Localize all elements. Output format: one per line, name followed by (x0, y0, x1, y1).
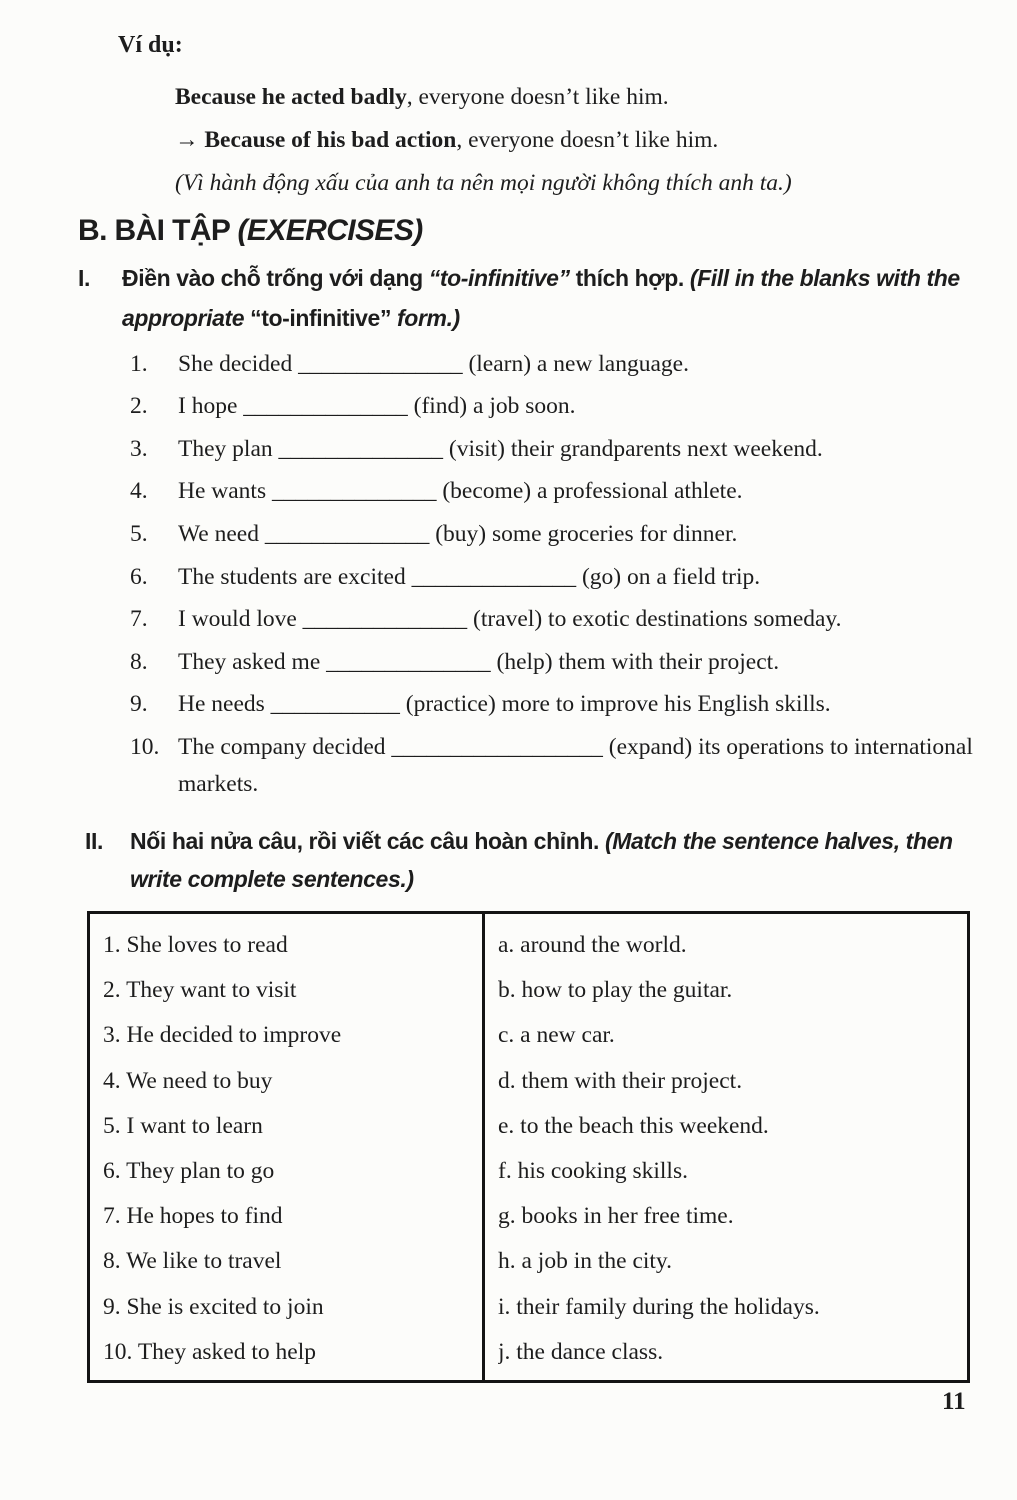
match-right-row: a. around the world. (498, 932, 687, 958)
match-table (87, 911, 970, 1383)
page-number: 11 (942, 1388, 966, 1415)
item-number: 2. (130, 393, 148, 420)
example-translation: (Vì hành động xấu của anh ta nên mọi người không thích anh ta.) (175, 170, 792, 196)
exercise-1-instruction (78, 258, 988, 338)
match-left-row: 10. They asked to help (103, 1338, 316, 1365)
exercise-item-7 (130, 596, 992, 639)
item-number: 5. (130, 520, 148, 547)
match-right-row: f. his cooking skills. (498, 1157, 688, 1184)
match-left-row: 9. She is excited to join (103, 1293, 324, 1320)
match-right-row: d. them with their project. (498, 1067, 743, 1094)
match-right-row: b. how to play the guitar. (498, 977, 733, 1004)
section-b-title (78, 214, 423, 248)
item-text: I would love ______________ (travel) to exotic destinations someday. (178, 606, 842, 633)
match-right-row: g. books in her free time. (498, 1203, 734, 1230)
match-right-row: c. a new car. (498, 1022, 615, 1049)
exercise-item-3 (130, 425, 992, 468)
item-number: 4. (130, 478, 148, 505)
item-text: I hope ______________ (find) a job soon. (178, 393, 576, 420)
instr-1-vi2: thích hợp. (569, 265, 690, 291)
example-sentence-original (175, 76, 985, 119)
item-number: 6. (130, 563, 148, 590)
match-right-row: e. to the beach this weekend. (498, 1112, 769, 1139)
instr-1-term2: “to-infinitive” (250, 305, 392, 331)
exercise-item-9 (130, 681, 992, 724)
exercise-1-items (130, 340, 992, 803)
instr-1-en: (Fill in the blanks with the appropriate (122, 265, 960, 331)
match-left-row: 6. They plan to go (103, 1157, 275, 1184)
match-right-column (485, 914, 967, 1380)
item-number: 1. (130, 350, 148, 377)
exercise-item-8 (130, 638, 992, 681)
item-text: He needs ___________ (practice) more to improve his English skills. (178, 691, 831, 718)
instr-2-en: (Match the sentence halves, then write complete sentences.) (130, 828, 953, 892)
section-b-title-en: (EXERCISES) (237, 214, 423, 247)
match-right-row: j. the dance class. (498, 1338, 664, 1365)
exercise-item-1 (130, 340, 992, 383)
instr-2-vi: Nối hai nửa câu, rồi viết các câu hoàn chỉnh. (130, 828, 605, 854)
example-sentence-rewritten (175, 119, 985, 162)
item-text: We need ______________ (buy) some groceries for dinner. (178, 520, 738, 547)
item-text: They plan ______________ (visit) their grandparents next weekend. (178, 435, 823, 462)
match-left-column (90, 914, 485, 1380)
exercise-item-6 (130, 553, 992, 596)
instr-1-term: “to-infinitive” (428, 265, 570, 291)
exercise-1-numeral: I. (78, 265, 90, 291)
example-label: Ví dụ: (118, 32, 183, 58)
exercise-item-2 (130, 383, 992, 426)
item-text: The students are excited ______________ (go) on a field trip. (178, 563, 761, 590)
item-number: 10. (130, 733, 160, 760)
item-text: They asked me ______________ (help) them with their project. (178, 648, 780, 675)
exercise-2-numeral: II. (85, 828, 103, 854)
item-text: He wants ______________ (become) a professional athlete. (178, 478, 743, 505)
match-left-row: 1. She loves to read (103, 932, 288, 958)
exercise-2-instruction-text (130, 822, 985, 898)
exercise-item-10 (130, 723, 992, 803)
match-left-row: 7. He hopes to find (103, 1203, 283, 1230)
match-left-row: 4. We need to buy (103, 1067, 273, 1094)
match-left-row: 8. We like to travel (103, 1248, 282, 1275)
arrow-icon: → (175, 127, 205, 153)
instr-1-vi: Điền vào chỗ trống với dạng (122, 265, 429, 291)
exercise-item-5 (130, 510, 992, 553)
item-number: 7. (130, 606, 148, 633)
match-left-row: 5. I want to learn (103, 1112, 263, 1139)
exercise-1-instruction-text (122, 258, 988, 338)
item-number: 8. (130, 648, 148, 675)
exercise-2-instruction (85, 822, 985, 898)
example-2-rest: , everyone doesn’t like him. (456, 127, 719, 153)
example-1-rest: , everyone doesn’t like him. (406, 84, 669, 110)
match-left-row: 2. They want to visit (103, 977, 297, 1004)
match-left-row: 3. He decided to improve (103, 1022, 342, 1049)
match-right-row: h. a job in the city. (498, 1248, 673, 1275)
exercise-item-4 (130, 468, 992, 511)
example-2-bold: Because of his bad action (204, 127, 457, 153)
example-block (175, 76, 985, 205)
item-number: 3. (130, 435, 148, 462)
item-number: 9. (130, 691, 148, 718)
instr-1-en2: form.) (391, 305, 460, 331)
item-text: The company decided __________________ (expand) its operations to international markets. (178, 733, 973, 797)
match-right-row: i. their family during the holidays. (498, 1293, 820, 1320)
item-text: She decided ______________ (learn) a new language. (178, 350, 689, 377)
section-b-title-vi: B. BÀI TẬP (78, 214, 238, 247)
example-1-bold: Because he acted badly (175, 84, 407, 110)
